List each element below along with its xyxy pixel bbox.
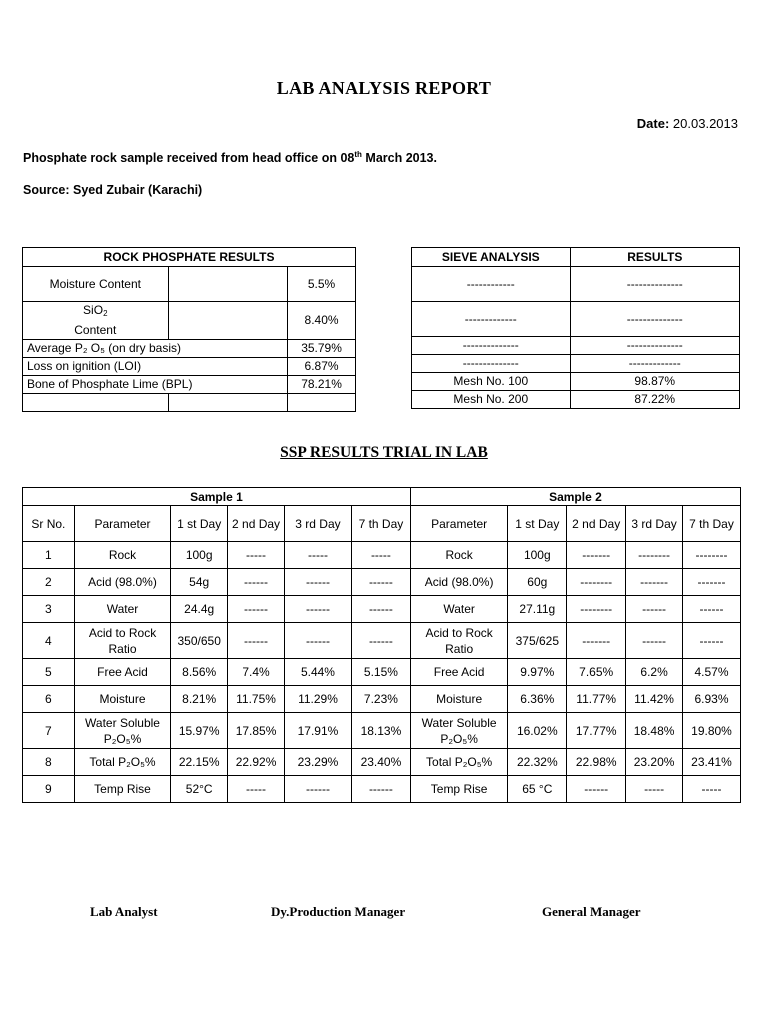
sieve-result-cell: ------------- (570, 355, 739, 373)
col-day3: 3 rd Day (626, 506, 683, 542)
parameter-cell: Acid (98.0%) (74, 569, 170, 596)
rock-row-label (23, 302, 169, 340)
rock-row-value: 78.21% (288, 376, 356, 394)
results-heading: RESULTS (570, 248, 739, 267)
parameter-cell: Rock (410, 542, 507, 569)
sieve-result-cell: 98.87% (570, 373, 739, 391)
rock-phosphate-table (22, 247, 356, 412)
sample1-heading: Sample 1 (23, 488, 411, 506)
sample1-value-cell: 22.15% (171, 749, 228, 776)
sample2-value-cell: ------- (567, 623, 626, 659)
general-manager-signature: General Manager (542, 904, 641, 919)
sample1-value-cell: ------ (228, 623, 285, 659)
sample2-value-cell: 65 °C (508, 776, 567, 803)
sample1-value-cell: ------ (228, 596, 285, 623)
sieve-cell: ------------ (412, 267, 571, 302)
date-label: Date: (636, 116, 670, 131)
sample1-value-cell: ------ (228, 569, 285, 596)
parameter-cell: Temp Rise (410, 776, 507, 803)
sample1-value-cell: 22.92% (228, 749, 285, 776)
table-row (23, 713, 741, 749)
sample1-value-cell: 15.97% (171, 713, 228, 749)
sr-no-cell: 7 (23, 713, 75, 749)
rock-row-empty (288, 394, 356, 412)
rock-row-value: 6.87% (288, 358, 356, 376)
ssp-title: SSP RESULTS TRIAL IN LAB (280, 444, 488, 461)
sample2-value-cell: ----- (683, 776, 741, 803)
received-statement (23, 150, 437, 165)
sieve-heading: SIEVE ANALYSIS (412, 248, 571, 267)
sample2-value-cell: -------- (626, 542, 683, 569)
sample2-value-cell: 23.41% (683, 749, 741, 776)
parameter-cell: Total P₂O₅% (410, 749, 507, 776)
table-row (23, 596, 741, 623)
sample2-value-cell: 6.93% (683, 686, 741, 713)
sample1-value-cell: 23.40% (351, 749, 410, 776)
sample2-value-cell: 22.98% (567, 749, 626, 776)
sample1-value-cell: 54g (171, 569, 228, 596)
sample1-value-cell: ------ (284, 776, 351, 803)
table-row (23, 659, 741, 686)
source-line: Source: Syed Zubair (Karachi) (23, 183, 203, 197)
sio2-subscript: 2 (103, 309, 108, 318)
rock-row-value: 35.79% (288, 340, 356, 358)
sample1-value-cell: 5.44% (284, 659, 351, 686)
sample1-value-cell: 52°C (171, 776, 228, 803)
sample2-value-cell: 11.42% (626, 686, 683, 713)
sr-no-cell: 2 (23, 569, 75, 596)
parameter-cell: Acid (98.0%) (410, 569, 507, 596)
table-row (23, 623, 741, 659)
sample2-value-cell: ------- (567, 542, 626, 569)
sample2-value-cell: -------- (567, 596, 626, 623)
report-date (637, 116, 738, 131)
sample1-value-cell: 17.91% (284, 713, 351, 749)
sample2-value-cell: -------- (683, 542, 741, 569)
col-parameter: Parameter (74, 506, 170, 542)
sample2-value-cell: 6.2% (626, 659, 683, 686)
rock-row-empty (168, 394, 288, 412)
table-row (23, 749, 741, 776)
col-day7: 7 th Day (351, 506, 410, 542)
sample2-value-cell: 17.77% (567, 713, 626, 749)
sr-no-cell: 9 (23, 776, 75, 803)
sample1-value-cell: ------ (351, 776, 410, 803)
col-srno: Sr No. (23, 506, 75, 542)
parameter-cell: Moisture (74, 686, 170, 713)
sample1-value-cell: ----- (228, 542, 285, 569)
sample2-value-cell: 23.20% (626, 749, 683, 776)
sieve-analysis-table (411, 247, 740, 409)
sieve-cell: Mesh No. 100 (412, 373, 571, 391)
sio2-label: SiO (83, 303, 104, 317)
report-title: LAB ANALYSIS REPORT (276, 78, 492, 98)
sample2-value-cell: 18.48% (626, 713, 683, 749)
rock-row-value: 5.5% (288, 267, 356, 302)
sample2-value-cell: 7.65% (567, 659, 626, 686)
sample2-value-cell: ------- (626, 569, 683, 596)
sample2-value-cell: 375/625 (508, 623, 567, 659)
sieve-cell: ------------- (412, 302, 571, 337)
sample1-value-cell: 11.75% (228, 686, 285, 713)
table-row (23, 569, 741, 596)
table-row (23, 776, 741, 803)
sample1-value-cell: 8.56% (171, 659, 228, 686)
sieve-result-cell: -------------- (570, 337, 739, 355)
sieve-result-cell: -------------- (570, 302, 739, 337)
sample1-value-cell: 350/650 (171, 623, 228, 659)
sample2-heading: Sample 2 (410, 488, 740, 506)
rock-row-empty (23, 394, 169, 412)
col-day2: 2 nd Day (567, 506, 626, 542)
col-parameter: Parameter (410, 506, 507, 542)
rock-row-label: Moisture Content (23, 267, 169, 302)
parameter-cell: Rock (74, 542, 170, 569)
parameter-cell: Free Acid (74, 659, 170, 686)
sample2-value-cell: 100g (508, 542, 567, 569)
sample2-value-cell: 9.97% (508, 659, 567, 686)
sample2-value-cell: ------ (683, 623, 741, 659)
parameter-cell: Water Soluble P₂O₅% (74, 713, 170, 749)
col-day7: 7 th Day (683, 506, 741, 542)
sample1-value-cell: 5.15% (351, 659, 410, 686)
sieve-result-cell: 87.22% (570, 391, 739, 409)
sample1-value-cell: 100g (171, 542, 228, 569)
parameter-cell: Free Acid (410, 659, 507, 686)
sample2-value-cell: 22.32% (508, 749, 567, 776)
parameter-cell: Acid to Rock Ratio (74, 623, 170, 659)
sample2-value-cell: ------ (567, 776, 626, 803)
table-row (23, 542, 741, 569)
sample1-value-cell: ------ (284, 623, 351, 659)
rock-row-value: 8.40% (288, 302, 356, 340)
ssp-body (23, 542, 741, 803)
sample1-value-cell: 17.85% (228, 713, 285, 749)
sample2-value-cell: 60g (508, 569, 567, 596)
sample2-value-cell: 4.57% (683, 659, 741, 686)
sample1-value-cell: 23.29% (284, 749, 351, 776)
rock-row-label: Bone of Phosphate Lime (BPL) (23, 376, 288, 394)
parameter-cell: Water (410, 596, 507, 623)
sr-no-cell: 5 (23, 659, 75, 686)
sample1-value-cell: ------ (351, 623, 410, 659)
parameter-cell: Moisture (410, 686, 507, 713)
col-day2: 2 nd Day (228, 506, 285, 542)
sample1-value-cell: ------ (351, 596, 410, 623)
sample1-value-cell: 24.4g (171, 596, 228, 623)
sample2-value-cell: 27.11g (508, 596, 567, 623)
rock-row-blank (168, 302, 288, 340)
sio2-content: Content (74, 323, 117, 337)
sr-no-cell: 6 (23, 686, 75, 713)
sr-no-cell: 4 (23, 623, 75, 659)
sample1-value-cell: ------ (351, 569, 410, 596)
sample2-value-cell: -------- (567, 569, 626, 596)
sample1-value-cell: ----- (351, 542, 410, 569)
table-row (23, 686, 741, 713)
sr-no-cell: 1 (23, 542, 75, 569)
sample2-value-cell: ------ (683, 596, 741, 623)
sample2-value-cell: ----- (626, 776, 683, 803)
sieve-cell: -------------- (412, 355, 571, 373)
parameter-cell: Total P₂O₅% (74, 749, 170, 776)
parameter-cell: Water (74, 596, 170, 623)
date-value: 20.03.2013 (672, 116, 738, 131)
sieve-cell: Mesh No. 200 (412, 391, 571, 409)
sr-no-cell: 8 (23, 749, 75, 776)
sample1-value-cell: 18.13% (351, 713, 410, 749)
received-text-tail: March 2013. (361, 151, 437, 166)
col-day3: 3 rd Day (284, 506, 351, 542)
sample2-value-cell: ------- (683, 569, 741, 596)
parameter-cell: Water Soluble P₂O₅% (410, 713, 507, 749)
lab-analyst-signature: Lab Analyst (90, 904, 158, 919)
sample2-value-cell: 6.36% (508, 686, 567, 713)
sample1-value-cell: 11.29% (284, 686, 351, 713)
sample1-value-cell: ----- (228, 776, 285, 803)
sample1-value-cell: 7.4% (228, 659, 285, 686)
sample1-value-cell: ------ (284, 569, 351, 596)
received-text: Phosphate rock sample received from head office on 08 (23, 151, 355, 166)
sample2-value-cell: 16.02% (508, 713, 567, 749)
sample2-value-cell: ------ (626, 596, 683, 623)
parameter-cell: Temp Rise (74, 776, 170, 803)
rock-row-label: Loss on ignition (LOI) (23, 358, 288, 376)
sample1-value-cell: ------ (284, 596, 351, 623)
sample2-value-cell: 11.77% (567, 686, 626, 713)
rock-table-heading: ROCK PHOSPHATE RESULTS (23, 248, 356, 267)
ssp-results-table (22, 487, 741, 803)
col-day1: 1 st Day (508, 506, 567, 542)
sieve-result-cell: -------------- (570, 267, 739, 302)
sample1-value-cell: 8.21% (171, 686, 228, 713)
sample1-value-cell: 7.23% (351, 686, 410, 713)
sr-no-cell: 3 (23, 596, 75, 623)
sieve-cell: -------------- (412, 337, 571, 355)
dy-production-manager-signature: Dy.Production Manager (271, 904, 406, 919)
col-day1: 1 st Day (171, 506, 228, 542)
parameter-cell: Acid to Rock Ratio (410, 623, 507, 659)
sample2-value-cell: 19.80% (683, 713, 741, 749)
rock-row-blank (168, 267, 288, 302)
rock-row-label: Average P₂ O₅ (on dry basis) (23, 340, 288, 358)
received-superscript: th (354, 150, 362, 159)
sample1-value-cell: ----- (284, 542, 351, 569)
sample2-value-cell: ------ (626, 623, 683, 659)
